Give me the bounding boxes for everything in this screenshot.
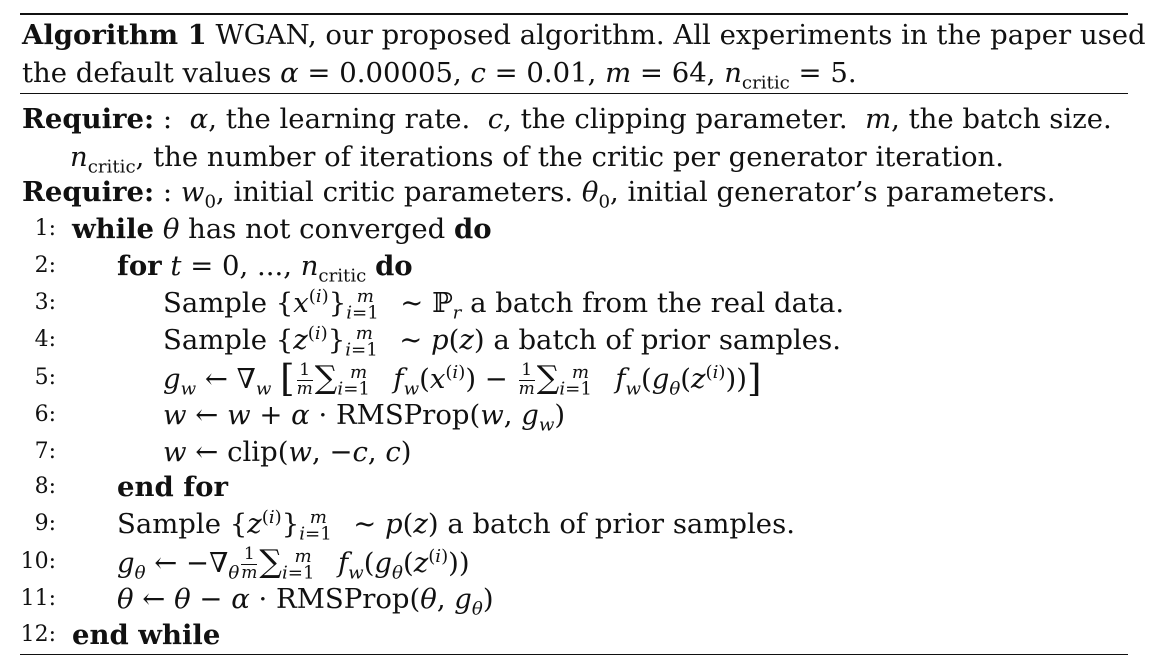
require-keyword: Require: xyxy=(22,103,155,135)
require-theta0-text: initial generator’s parameters. xyxy=(627,176,1056,208)
clip-function: clip xyxy=(227,436,278,468)
m-value: 64 xyxy=(671,57,707,89)
line-number: 10: xyxy=(20,549,56,574)
line-number: 12: xyxy=(20,622,56,647)
top-rule xyxy=(20,13,1128,15)
require-keyword-2: Require: xyxy=(22,176,155,208)
require-line-2: Require: : $w_0$, initial critic parameters. $\theta_0$, initial generator’s parameters. xyxy=(22,176,1056,213)
while-condition: has not converged xyxy=(188,213,446,245)
sample-word: Sample xyxy=(163,287,267,319)
ncritic-value: 5 xyxy=(830,57,848,89)
for-keyword: for xyxy=(117,250,162,282)
default-values-prefix: the default values xyxy=(22,57,272,89)
require-w0-text: initial critic parameters. xyxy=(233,176,574,208)
require-c-text: the clipping parameter. xyxy=(520,103,848,135)
line-number: 8: xyxy=(34,474,56,499)
rmsprop-function: RMSProp xyxy=(335,399,470,431)
line-number: 2: xyxy=(34,253,56,278)
line-number: 3: xyxy=(34,290,56,315)
prior-samples-text: a batch of prior samples. xyxy=(447,508,795,540)
line-number: 6: xyxy=(34,402,56,427)
line-number: 7: xyxy=(34,439,56,464)
line-number: 9: xyxy=(34,511,56,536)
line-number: 11: xyxy=(20,586,56,611)
do-keyword: do xyxy=(375,250,413,282)
algorithm-title: WGAN, our proposed algorithm. All experiments in the paper used xyxy=(215,19,1146,51)
line-number: 1: xyxy=(34,216,56,241)
real-data-text: a batch from the real data. xyxy=(470,287,845,319)
line-number: 4: xyxy=(34,327,56,352)
caption-line-1 xyxy=(22,16,1146,54)
c-value: 0.01 xyxy=(526,57,588,89)
caption-rule xyxy=(20,93,1128,94)
while-keyword: while xyxy=(72,213,155,245)
end-while-keyword: end while xyxy=(72,619,221,651)
end-for-keyword: end for xyxy=(117,471,228,503)
require-line-1-cont: $n_{critic}$, the number of iterations of the critic per generator iteration. xyxy=(70,141,1005,178)
require-ncritic-text: the number of iterations of the critic per generator iteration. xyxy=(153,141,1005,173)
require-alpha-text: the learning rate. xyxy=(225,103,471,135)
generator-gradient-formula: $g_\theta$ ← $-\nabla_\theta$ $\frac{1}{m}$ $\sum_{i=1}^m$ $f_w(g_\theta(z^{(i)}))$ xyxy=(117,544,470,584)
alpha-value: 0.00005 xyxy=(339,57,453,89)
critic-gradient-formula: $g_w$ ← $\nabla_w$ [ $\frac{1}{m}$ $\sum_{i=1}^m$ $f_w(x^{(i)})$ − $\frac{1}{m}$ $\sum_{i=1}^m$ $f_w(g_\theta(z^{(i)}))$] xyxy=(163,356,762,400)
line-number: 5: xyxy=(34,365,56,390)
caption-line-2: the default values α = 0.00005, c = 0.01, m = 64, $n_{critic} = 5$. xyxy=(22,57,857,94)
bottom-rule xyxy=(20,654,1128,655)
require-line-1: Require: : α, the learning rate. c, the clipping parameter. m, the batch size. xyxy=(22,103,1112,135)
require-m-text: the batch size. xyxy=(908,103,1112,135)
do-keyword: do xyxy=(454,213,492,245)
prior-samples-text: a batch of prior samples. xyxy=(493,324,841,356)
sample-word: Sample xyxy=(163,324,267,356)
algorithm-label: Algorithm 1 xyxy=(22,19,207,51)
sample-word: Sample xyxy=(117,508,221,540)
rmsprop-function: RMSProp xyxy=(276,583,410,615)
